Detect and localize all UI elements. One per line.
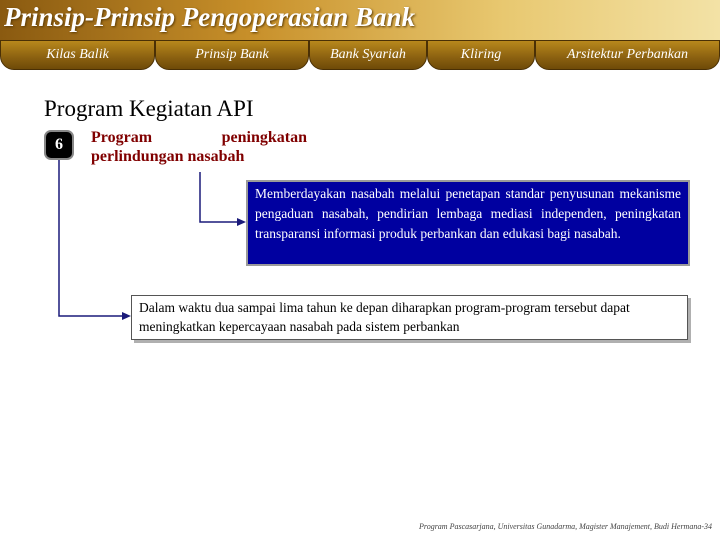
tab-prinsip-bank[interactable]: Prinsip Bank (155, 40, 309, 70)
program-number-badge: 6 (44, 130, 74, 160)
detail-box: Memberdayakan nasabah melalui penetapan standar penyusunan mekanisme pengaduan nasabah, pendirian lembaga mediasi independen, peningkatan transparansi informasi produk perbankan dan edukasi bagi nasabah. (246, 180, 690, 266)
tab-bank-syariah[interactable]: Bank Syariah (309, 40, 427, 70)
program-label-word2: peningkatan (221, 129, 307, 146)
program-label-line1 (91, 128, 307, 147)
program-label-line2: perlindungan nasabah (91, 148, 245, 165)
connector-to-detail (200, 172, 239, 222)
footer-credit: Program Pascasarjana, Universitas Gunadarma, Magister Manajement, Budi Hermana-34 (418, 522, 712, 531)
tab-kilas-balik[interactable]: Kilas Balik (0, 40, 155, 70)
arrow-to-outcome (122, 312, 131, 320)
outcome-box: Dalam waktu dua sampai lima tahun ke depan diharapkan program-program tersebut dapat meningkatkan kepercayaan nasabah pada sistem perbankan (131, 295, 688, 340)
arrow-to-detail (237, 218, 246, 226)
tab-arsitektur-perbankan[interactable]: Arsitektur Perbankan (535, 40, 720, 70)
program-label (91, 128, 307, 166)
program-label-word1: Program (91, 129, 153, 146)
connector-to-outcome (59, 160, 124, 316)
section-title: Program Kegiatan API (44, 96, 254, 121)
tab-kliring[interactable]: Kliring (427, 40, 535, 70)
slide-title: Prinsip-Prinsip Pengoperasian Bank (4, 2, 416, 32)
